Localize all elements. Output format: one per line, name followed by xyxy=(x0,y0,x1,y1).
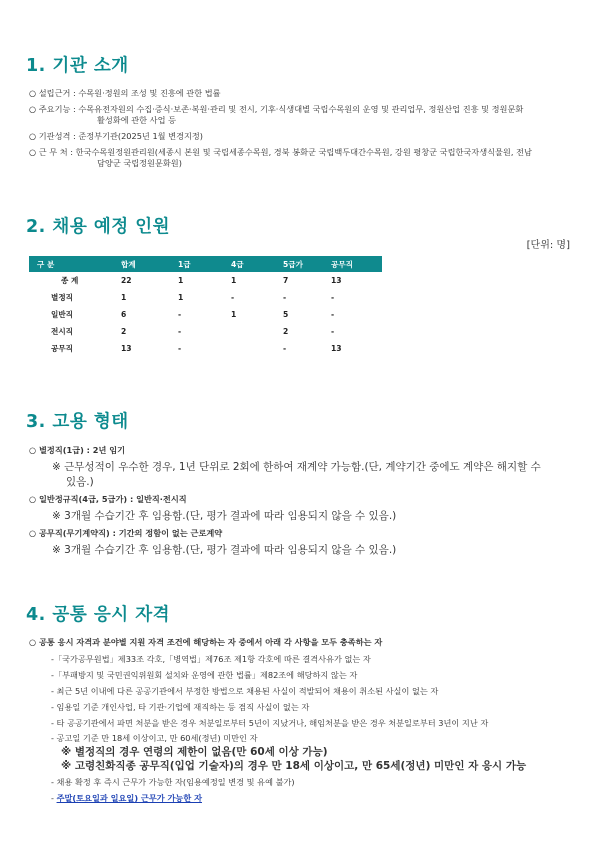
s4-line: - 채용 확정 후 즉시 근무가 가능한 자(임용예정일 변경 및 유예 불가) xyxy=(51,777,295,787)
table-header-cell: 1급 xyxy=(178,256,231,272)
table-cell: - xyxy=(331,327,335,336)
s1-item-founding xyxy=(29,88,221,99)
table-cell: 1 xyxy=(178,293,184,302)
hiring-table xyxy=(29,256,382,357)
s1-item-workplace-cont: 담양군 국립정원문화원) xyxy=(97,158,182,168)
s1-item-functions xyxy=(29,104,523,115)
s3-item-head: ○ 일반정규직(4급, 5급가) : 일반직·전시직 xyxy=(29,494,187,504)
table-header-row xyxy=(29,256,382,272)
table-cell: - xyxy=(331,293,335,302)
table-cell: 22 xyxy=(121,276,132,285)
s4-line: - 임용일 기준 개인사업, 타 기관·기업에 재직하는 등 겸직 사실이 없는 자 xyxy=(51,702,310,712)
table-cell: 2 xyxy=(121,327,127,336)
table-cell: - xyxy=(178,344,182,353)
table-cell: 종 계 xyxy=(61,276,79,285)
s1-item-nature xyxy=(29,131,203,142)
table-row xyxy=(29,340,382,357)
s4-line: - 타 공공기관에서 파면 처분을 받은 경우 처분일로부터 5년이 지났거나, 해임처분을 받은 경우 처분일로부터 3년이 지난 자 xyxy=(51,718,489,728)
table-cell: - xyxy=(283,293,287,302)
s1-item-workplace xyxy=(29,147,532,158)
table-row xyxy=(29,323,382,340)
table-cell: 2 xyxy=(283,327,289,336)
table-cell: 5 xyxy=(283,310,289,319)
s1-item-text: 한국수목원정원관리원(세종시 본원 및 국립세종수목원, 경북 봉화군 국립백두대간수목원, 강원 평창군 국립한국자생식물원, 전남 xyxy=(75,147,532,157)
s4-line: -「국가공무원법」제33조 각호,「병역법」제76조 제1항 각호에 따른 결격사유가 없는 자 xyxy=(51,654,371,664)
s1-item-text: 수목원·정원의 조성 및 진흥에 관한 법률 xyxy=(78,88,221,98)
section-1-title: 1. 기관 소개 xyxy=(26,56,129,76)
table-cell: 전시직 xyxy=(51,327,74,336)
s3-item-head: ○ 별정직(1급) : 2년 임기 xyxy=(29,445,126,455)
table-cell: 일반직 xyxy=(51,310,74,319)
s4-line: -「부패방지 및 국민권익위원회 설치와 운영에 관한 법률」제82조에 해당하지 않는 자 xyxy=(51,670,358,680)
s3-item-note: ※ 근무성적이 우수한 경우, 1년 단위로 2회에 한하여 재계약 가능함.(단, 계약기간 중에도 계약은 해지할 수 xyxy=(52,461,541,473)
table-cell: 별정직 xyxy=(51,293,74,302)
section-3-title: 3. 고용 형태 xyxy=(26,412,129,432)
section-4-title: 4. 공통 응시 자격 xyxy=(26,605,171,625)
table-header-cell: 합계 xyxy=(121,256,178,272)
table-header-cell: 5급가 xyxy=(283,256,331,272)
table-header-cell: 공무직 xyxy=(331,256,382,272)
table-cell: 1 xyxy=(178,276,184,285)
table-cell: - xyxy=(178,310,182,319)
s1-item-functions-cont: 활성화에 관한 사업 등 xyxy=(97,115,176,125)
section-2-title: 2. 채용 예정 인원 xyxy=(26,217,171,237)
s4-line-prefix: - xyxy=(51,793,57,803)
table-cell: 13 xyxy=(331,344,342,353)
table-row xyxy=(29,289,382,306)
s4-head: ○ 공통 응시 자격과 분야별 지원 자격 조건에 해당하는 자 중에서 아래 각 사항을 모두 충족하는 자 xyxy=(29,637,383,647)
table-header-cell: 4급 xyxy=(231,256,283,272)
table-cell: - xyxy=(331,310,335,319)
s3-item-head: ○ 공무직(무기계약직) : 기간의 정함이 없는 근로계약 xyxy=(29,528,223,538)
table-cell: 1 xyxy=(231,276,237,285)
table-cell: - xyxy=(231,293,235,302)
table-cell: 13 xyxy=(331,276,342,285)
s1-item-label: ○ 기관성격 : xyxy=(29,131,79,141)
s4-bold-note: ※ 고령친화직종 공무직(입업 기술자)의 경우 만 18세 이상이고, 만 65세(정년) 미만인 자 응시 가능 xyxy=(61,760,527,772)
s3-item-note: ※ 3개월 수습기간 후 임용함.(단, 평가 결과에 따라 임용되지 않을 수 있음.) xyxy=(52,544,397,556)
s4-bold-note: ※ 별정직의 경우 연령의 제한이 없음(만 60세 이상 가능) xyxy=(61,746,328,758)
s1-item-text: 준정부기관(2025년 1월 변경지정) xyxy=(78,131,203,141)
table-row xyxy=(29,272,382,289)
table-cell: 13 xyxy=(121,344,132,353)
s1-item-label: ○ 주요기능 : xyxy=(29,104,79,114)
unit-label: [단위: 명] xyxy=(526,240,570,251)
table-cell: - xyxy=(283,344,287,353)
s1-item-label: ○ 근 무 처 : xyxy=(29,147,76,157)
table-cell: 7 xyxy=(283,276,289,285)
s4-line: - 공고일 기준 만 18세 이상이고, 만 60세(정년) 미만인 자 xyxy=(51,733,258,743)
s3-item-note: 있음.) xyxy=(66,476,94,488)
table-cell: 6 xyxy=(121,310,127,319)
table-header-cell: 구 분 xyxy=(29,256,121,272)
table-cell: 1 xyxy=(231,310,237,319)
table-cell xyxy=(231,340,283,357)
table-cell: 1 xyxy=(121,293,127,302)
s1-item-text: 수목유전자원의 수집·증식·보존·복원·관리 및 전시, 기후·식생대별 국립수목원의 운영 및 관리업무, 정원산업 진흥 및 정원문화 xyxy=(78,104,524,114)
s4-line-weekend xyxy=(51,793,202,804)
table-row xyxy=(29,306,382,323)
table-cell: - xyxy=(178,327,182,336)
weekend-work-link[interactable]: 주말(토요일과 일요일) 근무가 가능한 자 xyxy=(56,793,202,803)
s4-line: - 최근 5년 이내에 다른 공공기관에서 부정한 방법으로 채용된 사실이 적발되어 채용이 취소된 사실이 없는 자 xyxy=(51,686,439,696)
s3-item-note: ※ 3개월 수습기간 후 임용함.(단, 평가 결과에 따라 임용되지 않을 수 있음.) xyxy=(52,510,397,522)
table-cell xyxy=(231,323,283,340)
s1-item-label: ○ 설립근거 : xyxy=(29,88,79,98)
table-cell: 공무직 xyxy=(51,344,74,353)
